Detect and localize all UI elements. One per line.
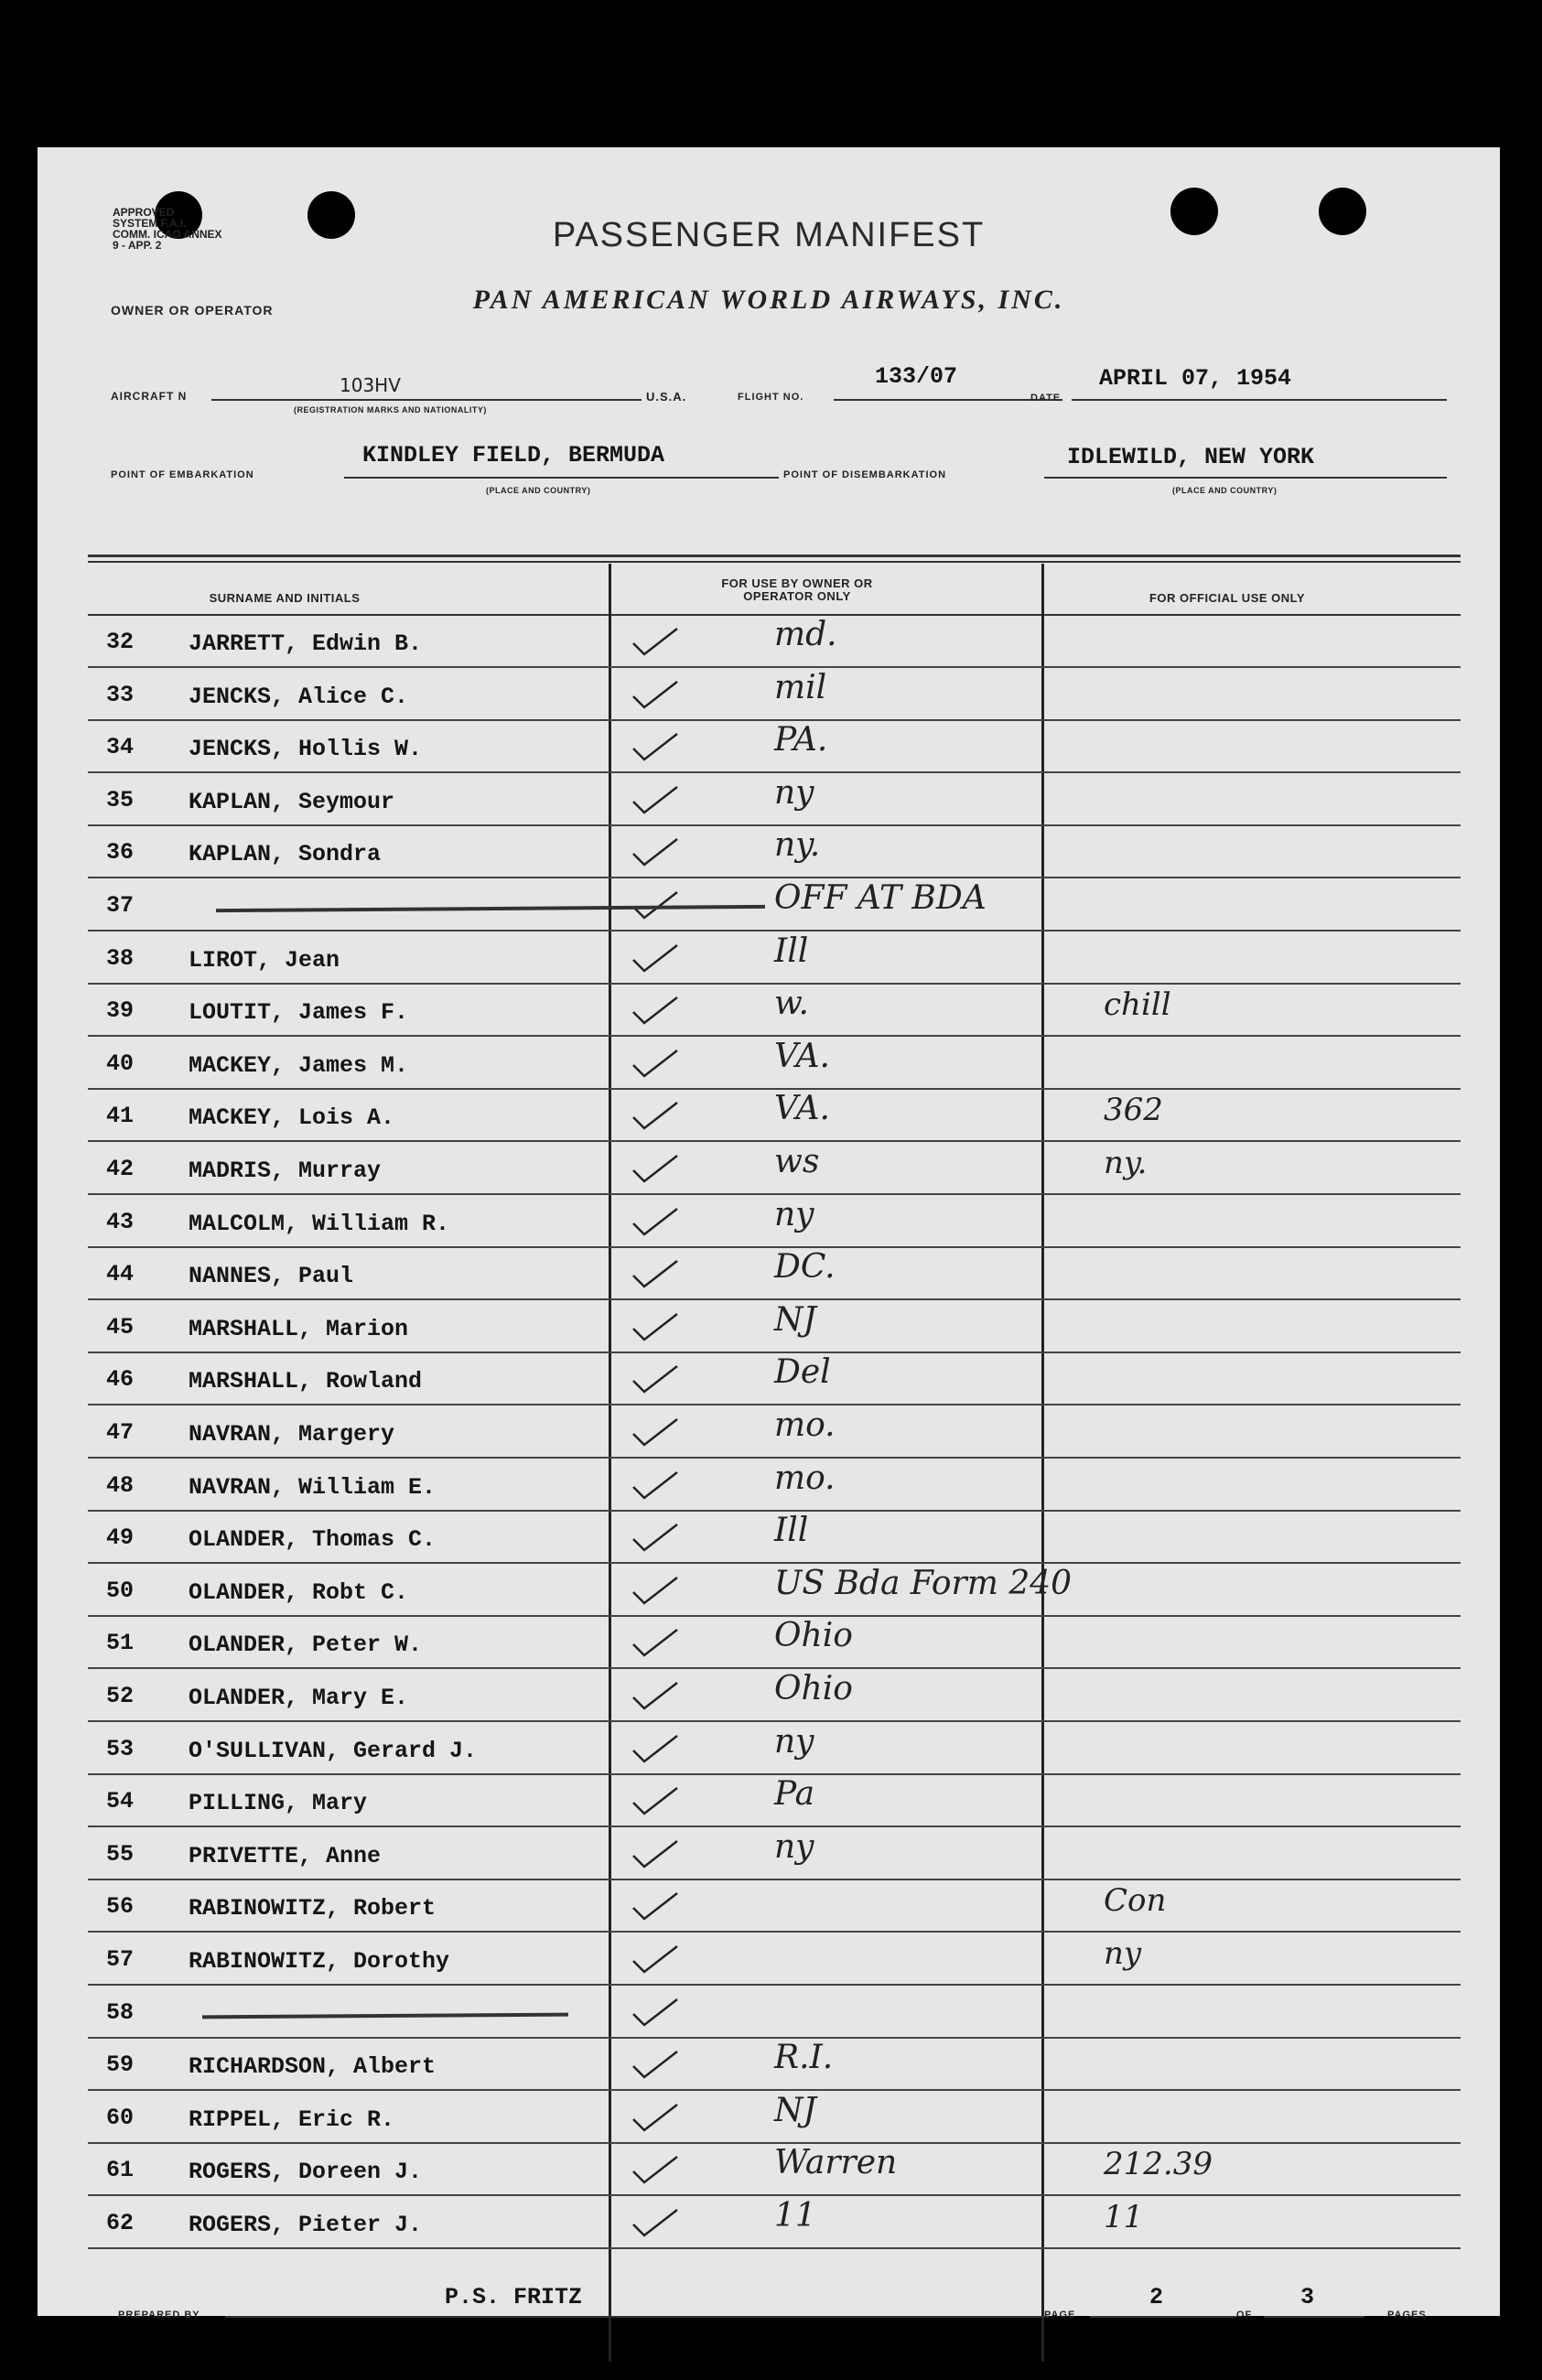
passenger-number: 48 (106, 1471, 135, 1499)
owner-note: ny (774, 1827, 814, 1866)
table-row (88, 826, 1461, 878)
table-row (88, 721, 1461, 773)
passenger-number: 46 (106, 1366, 135, 1394)
check-mark-icon (628, 676, 683, 711)
check-mark-icon (628, 2151, 683, 2186)
passenger-name: JARRETT, Edwin B. (189, 630, 423, 657)
passenger-name: NAVRAN, Margery (189, 1421, 395, 1448)
pages-label: PAGES (1387, 2310, 1427, 2321)
disembarkation-sublabel: (PLACE AND COUNTRY) (1172, 486, 1278, 495)
flight-number: 133/07 (875, 363, 958, 390)
check-mark-icon (628, 1677, 683, 1712)
page-label: PAGE (1044, 2310, 1076, 2321)
passenger-number: 42 (106, 1156, 135, 1182)
owner-note: VA. (774, 1037, 830, 1075)
prepared-label: PREPARED BY (118, 2310, 200, 2321)
disembarkation-label: POINT OF DISEMBARKATION (783, 469, 947, 480)
table-row (88, 1353, 1461, 1405)
passenger-name: OLANDER, Peter W. (189, 1632, 423, 1659)
column-header-owner: FOR USE BY OWNER OR OPERATOR ONLY (721, 576, 873, 603)
passenger-number: 54 (106, 1788, 135, 1815)
passenger-number: 51 (106, 1630, 135, 1657)
passenger-number: 47 (106, 1419, 135, 1446)
owner-note: ny (774, 773, 814, 812)
table-row (88, 774, 1461, 826)
owner-note: NJ (774, 1300, 816, 1339)
table-row (88, 1143, 1461, 1195)
check-mark-icon (628, 623, 683, 658)
usa-label: U.S.A. (646, 390, 687, 404)
passenger-name: MADRIS, Murray (189, 1158, 382, 1184)
table-row (88, 2144, 1461, 2196)
passenger-name: OLANDER, Thomas C. (189, 1526, 437, 1554)
check-mark-icon (628, 834, 683, 868)
check-mark-icon (628, 1624, 683, 1659)
table-row (88, 1775, 1461, 1827)
passenger-number: 40 (106, 1050, 135, 1077)
page-number: 2 (1149, 2284, 1164, 2310)
owner-note: Ohio (774, 1617, 853, 1655)
passenger-number: 52 (106, 1683, 135, 1709)
check-mark-icon (628, 887, 683, 921)
check-mark-icon (628, 1782, 683, 1817)
aircraft-registration: 103HV (340, 374, 401, 396)
passenger-name: JENCKS, Hollis W. (189, 736, 423, 763)
owner-note: US Bda Form 240 (774, 1564, 1073, 1602)
passenger-number: 57 (106, 1946, 135, 1973)
table-row (88, 1459, 1461, 1512)
prepared-by-value: P.S. FRITZ (445, 2284, 583, 2310)
table-row (88, 1987, 1461, 2039)
passenger-number: 53 (106, 1735, 135, 1762)
owner-note: VA. (774, 1090, 830, 1128)
passenger-name: RICHARDSON, Albert (189, 2053, 437, 2081)
table-row (88, 1038, 1461, 1090)
passenger-name: MARSHALL, Marion (189, 1315, 409, 1342)
check-mark-icon (628, 1414, 683, 1448)
table-row (88, 1565, 1461, 1617)
passenger-number: 38 (106, 944, 135, 972)
passenger-number: 33 (106, 681, 135, 708)
passenger-name: O'SULLIVAN, Gerard J. (189, 1737, 478, 1764)
check-mark-icon (628, 1308, 683, 1343)
owner-note: md. (774, 616, 837, 653)
check-mark-icon (628, 2099, 683, 2134)
check-mark-icon (628, 781, 683, 816)
official-note: ny. (1104, 1145, 1148, 1181)
official-note: chill (1104, 986, 1171, 1024)
passenger-number: 41 (106, 1103, 135, 1130)
passenger-number: 36 (106, 839, 135, 867)
passenger-number: 50 (106, 1577, 135, 1604)
passenger-name: RABINOWITZ, Robert (189, 1895, 437, 1922)
check-mark-icon (628, 1467, 683, 1502)
check-mark-icon (628, 1361, 683, 1395)
passenger-name: MALCOLM, William R. (189, 1210, 450, 1237)
table-row (88, 1512, 1461, 1564)
passenger-name: RABINOWITZ, Dorothy (189, 1948, 450, 1975)
flight-label: FLIGHT NO. (738, 392, 804, 403)
official-note: ny (1104, 1935, 1142, 1972)
aircraft-sublabel: (REGISTRATION MARKS AND NATIONALITY) (294, 405, 487, 415)
passenger-name: LIROT, Jean (189, 946, 340, 974)
check-mark-icon (628, 992, 683, 1027)
passenger-name: KAPLAN, Seymour (189, 788, 395, 815)
passenger-number: 49 (106, 1524, 135, 1552)
passenger-name: NAVRAN, William E. (189, 1473, 437, 1501)
owner-note: Ohio (774, 1670, 853, 1707)
check-mark-icon (628, 1994, 683, 2029)
passenger-name: OLANDER, Mary E. (189, 1685, 409, 1711)
owner-note: ny (774, 1195, 814, 1233)
check-mark-icon (628, 1045, 683, 1080)
official-note: 212.39 (1104, 2146, 1213, 2183)
page-total: 3 (1300, 2284, 1315, 2310)
check-mark-icon (628, 1097, 683, 1132)
owner-note: Pa (774, 1775, 815, 1814)
check-mark-icon (628, 2046, 683, 2081)
airline-name: PAN AMERICAN WORLD AIRWAYS, INC. (472, 285, 1065, 315)
table-row (88, 1406, 1461, 1459)
check-mark-icon (628, 1888, 683, 1922)
passenger-number: 62 (106, 2210, 135, 2236)
table-row (88, 1723, 1461, 1775)
passenger-number: 58 (106, 1998, 135, 2026)
passenger-name: MACKEY, Lois A. (189, 1104, 395, 1132)
passenger-number: 39 (106, 997, 135, 1025)
owner-note: Del (774, 1353, 831, 1392)
check-mark-icon (628, 1730, 683, 1765)
passenger-number: 32 (106, 629, 135, 655)
flight-date: APRIL 07, 1954 (1099, 365, 1292, 392)
table-row (88, 2039, 1461, 2091)
passenger-name: RIPPEL, Eric R. (189, 2105, 395, 2133)
table-row (88, 2197, 1461, 2249)
passenger-number: 56 (106, 1893, 135, 1921)
table-row (88, 932, 1461, 985)
passenger-number: 44 (106, 1261, 135, 1288)
table-row (88, 1090, 1461, 1142)
embarkation-value: KINDLEY FIELD, BERMUDA (362, 442, 665, 468)
owner-note: R.I. (774, 2039, 834, 2077)
owner-note: mo. (774, 1406, 836, 1444)
owner-note: ws (774, 1143, 820, 1180)
column-header-surname: SURNAME AND INITIALS (209, 591, 361, 605)
table-row (88, 1880, 1461, 1933)
passenger-number: 61 (106, 2157, 135, 2184)
passenger-name: LOUTIT, James F. (189, 999, 409, 1027)
owner-note: ny. (774, 826, 821, 865)
check-mark-icon (628, 2204, 683, 2239)
check-mark-icon (628, 1941, 683, 1976)
table-row (88, 1617, 1461, 1669)
owner-note: w. (774, 985, 809, 1023)
passenger-number: 34 (106, 734, 135, 761)
check-mark-icon (628, 1150, 683, 1185)
passenger-name: NANNES, Paul (189, 1263, 354, 1290)
owner-note: DC. (774, 1248, 836, 1287)
official-note: Con (1104, 1882, 1167, 1920)
passenger-number: 35 (106, 786, 135, 813)
owner-note: Ill (774, 1512, 809, 1550)
owner-note: OFF AT BDA (774, 879, 987, 917)
official-note: 11 (1104, 2199, 1144, 2235)
check-mark-icon (628, 1519, 683, 1554)
passenger-number: 59 (106, 2052, 135, 2079)
official-note: 362 (1104, 1092, 1163, 1129)
passenger-name: OLANDER, Robt C. (189, 1578, 409, 1606)
table-row (88, 879, 1461, 932)
passenger-name: MARSHALL, Rowland (189, 1368, 423, 1395)
table-row (88, 669, 1461, 721)
passenger-name: PILLING, Mary (189, 1790, 368, 1817)
check-mark-icon (628, 728, 683, 763)
table-row (88, 1933, 1461, 1986)
column-header-official: FOR OFFICIAL USE ONLY (1148, 591, 1306, 605)
owner-note: mil (774, 668, 827, 706)
owner-note: mo. (774, 1459, 836, 1497)
table-row (88, 1248, 1461, 1300)
owner-note: PA. (774, 721, 828, 759)
passenger-name: KAPLAN, Sondra (189, 841, 382, 868)
passenger-number: 43 (106, 1208, 135, 1235)
disembarkation-value: IDLEWILD, NEW YORK (1067, 444, 1315, 470)
date-label: DATE (1030, 393, 1062, 404)
aircraft-label: AIRCRAFT N (111, 390, 188, 403)
form-title: PASSENGER MANIFEST (552, 216, 986, 254)
check-mark-icon (628, 940, 683, 975)
owner-note: 11 (774, 2197, 816, 2235)
owner-note: Warren (774, 2144, 898, 2182)
passenger-number: 60 (106, 2104, 135, 2131)
table-row (88, 1670, 1461, 1722)
of-label: OF (1236, 2310, 1253, 2321)
check-mark-icon (628, 1203, 683, 1238)
manifest-sheet (38, 147, 1500, 2321)
passenger-number: 37 (106, 892, 135, 919)
embarkation-sublabel: (PLACE AND COUNTRY) (486, 486, 591, 495)
table-row (88, 2092, 1461, 2144)
passenger-name: ROGERS, Pieter J. (189, 2212, 423, 2238)
table-row (88, 1828, 1461, 1880)
passenger-name: JENCKS, Alice C. (189, 683, 409, 710)
passenger-name: PRIVETTE, Anne (189, 1842, 382, 1869)
embarkation-label: POINT OF EMBARKATION (111, 469, 254, 480)
approval-stamp: APPROVED SYSTEM F.A.I. COMM. ICAO ANNEX 9 - APP. 2 (113, 206, 222, 252)
check-mark-icon (628, 1836, 683, 1870)
passenger-number: 55 (106, 1840, 135, 1868)
passenger-name: MACKEY, James M. (189, 1051, 409, 1079)
check-mark-icon (628, 1255, 683, 1290)
table-row (88, 1196, 1461, 1248)
table-row (88, 985, 1461, 1037)
table-row (88, 616, 1461, 668)
passenger-name: ROGERS, Doreen J. (189, 2159, 423, 2186)
passenger-number: 45 (106, 1313, 135, 1341)
owner-note: Ill (774, 932, 809, 970)
check-mark-icon (628, 1572, 683, 1607)
table-row (88, 1301, 1461, 1353)
owner-label: OWNER OR OPERATOR (111, 303, 274, 318)
owner-note: NJ (774, 2091, 816, 2129)
owner-note: ny (774, 1722, 814, 1761)
